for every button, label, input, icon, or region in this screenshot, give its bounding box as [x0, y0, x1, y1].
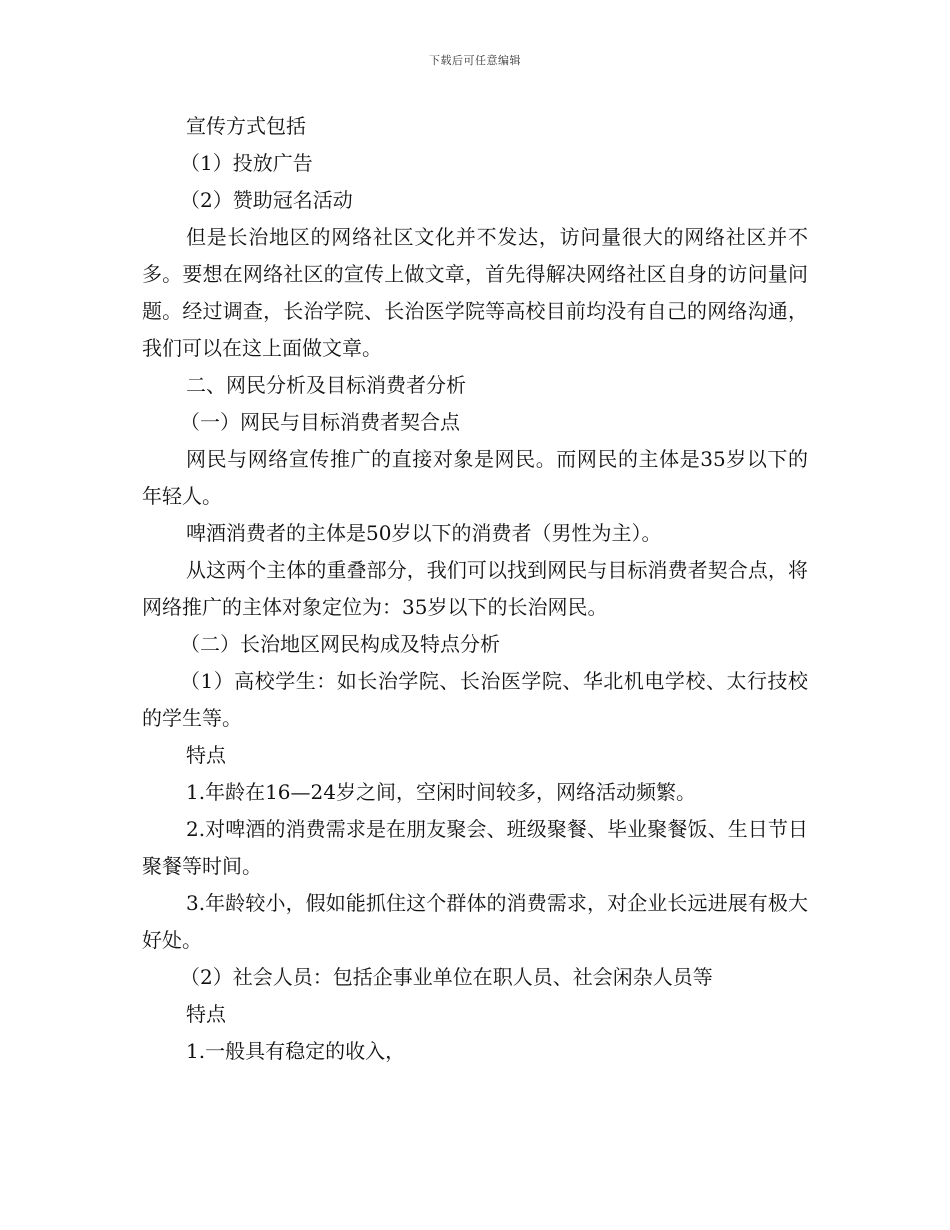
list-item: （2）赞助冠名活动: [180, 188, 353, 212]
subsection-heading: （一）网民与目标消费者契合点: [180, 410, 460, 434]
subsection-heading: （二）长治地区网民构成及特点分析: [180, 632, 500, 656]
list-item: 2.对啤酒的消费需求是在朋友聚会、班级聚餐、毕业聚餐饭、生日节日聚餐等时间。: [142, 817, 808, 878]
document-body: [142, 108, 808, 1070]
label: 特点: [186, 743, 226, 767]
label: 特点: [186, 1002, 226, 1026]
list-item: （1）投放广告: [180, 151, 313, 175]
list-item: 1.一般具有稳定的收入，: [186, 1039, 406, 1063]
section-heading: 二、网民分析及目标消费者分析: [186, 373, 466, 397]
list-item: （1）高校学生：如长治学院、长治医学院、华北机电学校、太行技校的学生等。: [142, 669, 808, 730]
list-item: （2）社会人员：包括企事业单位在职人员、社会闲杂人员等: [180, 965, 713, 989]
paragraph: 网民与网络宣传推广的直接对象是网民。而网民的主体是35岁以下的年轻人。: [142, 447, 808, 508]
paragraph: 啤酒消费者的主体是50岁以下的消费者（男性为主）。: [186, 521, 662, 545]
paragraph: 但是长治地区的网络社区文化并不发达，访问量很大的网络社区并不多。要想在网络社区的宣传上做文章，首先得解决网络社区自身的访问量问题。经过调查，长治学院、长治医学院等高校目前均没有自己的网络沟通，我们可以在这上面做文章。: [142, 225, 808, 360]
list-item: 3.年龄较小，假如能抓住这个群体的消费需求，对企业长远进展有极大好处。: [142, 891, 808, 952]
paragraph: 宣传方式包括: [186, 114, 306, 138]
page-header: 下载后可任意编辑: [429, 54, 521, 67]
list-item: 1.年龄在16—24岁之间，空闲时间较多，网络活动频繁。: [186, 780, 696, 804]
paragraph: 从这两个主体的重叠部分，我们可以找到网民与目标消费者契合点，将网络推广的主体对象定位为：35岁以下的长治网民。: [142, 558, 808, 619]
